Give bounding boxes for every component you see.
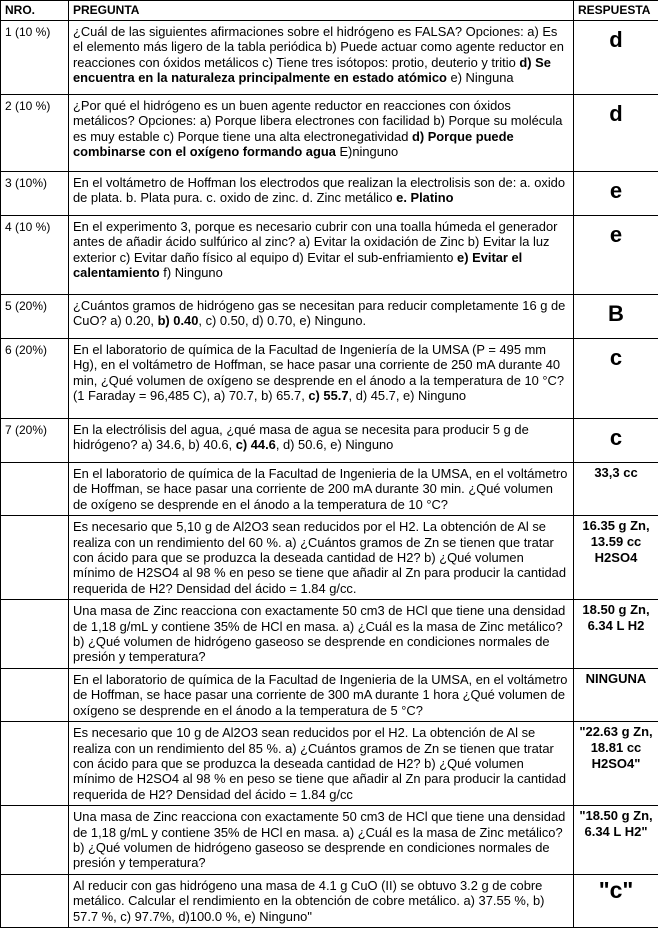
answer-cell	[574, 295, 658, 339]
table-row	[1, 339, 658, 419]
answer-cell	[574, 463, 658, 516]
question-text: ¿Cuántos gramos de hidrógeno gas se necesitan para reducir completamente 16 g de CuO? a) 0.20, b) 0.40, c) 0.50, d) 0.70, e) Ninguno.	[69, 295, 574, 339]
answer-cell	[574, 419, 658, 463]
question-number: 3 (10%)	[1, 172, 69, 216]
table-row	[1, 806, 658, 875]
header-row	[1, 1, 658, 21]
table-row	[1, 600, 658, 669]
question-text: Una masa de Zinc reacciona con exactamente 50 cm3 de HCl que tiene una densidad de 1,18 g/mL y contiene 35% de HCl en masa. a) ¿Cuál es la masa de Zinc metálico? b) ¿Qué volumen de hidrógeno gaseoso se desprende en condiciones normales de presión y temperatura?	[69, 806, 574, 875]
answer-cell	[574, 216, 658, 295]
question-text: Es necesario que 10 g de Al2O3 sean reducidos por el H2. La obtención de Al se realiza con un rendimiento del 85 %. a) ¿Cuántos gramos de Zn se tienen que tratar con ácido para que se produzca la deseada cantidad de H2? b) ¿Qué volumen mínimo de H2SO4 al 98 % en peso se tiene que añadir al Zn para producir la cantidad requerida de H2? Densidad del ácido = 1.84 g/cc	[69, 722, 574, 806]
table-row	[1, 295, 658, 339]
answer-cell	[574, 516, 658, 600]
question-number	[1, 463, 69, 516]
question-number: 4 (10 %)	[1, 216, 69, 295]
question-text: ¿Por qué el hidrógeno es un buen agente reductor en reacciones con óxidos metálicos? Opciones: a) Porque libera electrones con facilidad b) Porque su molécula es muy estable c) Porque tiene una alta electronegatividad d) Porque puede combinarse con el oxígeno formando agua E)ninguno	[69, 95, 574, 172]
table-row	[1, 95, 658, 172]
answer-value: c	[578, 421, 654, 451]
table-row	[1, 419, 658, 463]
answer-value: B	[578, 297, 654, 327]
question-number: 6 (20%)	[1, 339, 69, 419]
table-row	[1, 463, 658, 516]
answer-value: "18.50 g Zn, 6.34 L H2"	[578, 808, 654, 840]
table-row	[1, 216, 658, 295]
answer-value: d	[578, 23, 654, 53]
table-row	[1, 668, 658, 721]
answer-cell	[574, 806, 658, 875]
table-row	[1, 172, 658, 216]
answer-cell	[574, 95, 658, 172]
answer-value: "c"	[578, 877, 654, 903]
header-pregunta: PREGUNTA	[69, 1, 574, 21]
answer-value: "22.63 g Zn, 18.81 cc H2SO4"	[578, 724, 654, 772]
question-text: En el experimento 3, porque es necesario cubrir con una toalla húmeda el generador antes de añadir ácido sulfúrico al zinc? a) Evitar la oxidación de Zinc b) Evitar la luz exterior c) Evitar daño físico al equipo d) Evitar el sub-enfriamiento e) Evitar el calentamiento f) Ninguno	[69, 216, 574, 295]
answer-cell	[574, 21, 658, 95]
answer-value: NINGUNA	[578, 671, 654, 687]
question-text: En el laboratorio de química de la Facultad de Ingenieria de la UMSA, en el voltámetro de Hoffman, se hace pasar una corriente de 200 mA durante 30 min. ¿Qué volumen de oxígeno se desprende en el ánodo a la temperatura de 10 °C?	[69, 463, 574, 516]
question-number: 1 (10 %)	[1, 21, 69, 95]
question-text: Es necesario que 5,10 g de Al2O3 sean reducidos por el H2. La obtención de Al se realiza con un rendimiento del 60 %. a) ¿Cuántos gramos de Zn se tienen que tratar con ácido para que se produzca la deseada cantidad de H2? b) ¿Qué volumen mínimo de H2SO4 al 98 % en peso se tiene que añadir al Zn para producir la cantidad requerida de H2? Densidad del ácido = 1.84 g/cc.	[69, 516, 574, 600]
question-text: En el laboratorio de química de la Facultad de Ingenieria de la UMSA, en el voltámetro de Hoffman, se hace pasar una corriente de 300 mA durante 1 hora ¿Qué volumen de oxígeno se desprende en el ánodo a la temperatura de 5 °C?	[69, 668, 574, 721]
question-text: En la electrólisis del agua, ¿qué masa de agua se necesita para producir 5 g de hidrógeno? a) 34.6, b) 40.6, c) 44.6, d) 50.6, e) Ninguno	[69, 419, 574, 463]
answer-cell	[574, 668, 658, 721]
answer-cell	[574, 172, 658, 216]
header-respuesta: RESPUESTA	[574, 1, 658, 21]
answer-value: c	[578, 341, 654, 371]
question-number: 2 (10 %)	[1, 95, 69, 172]
answer-value: 18.50 g Zn, 6.34 L H2	[578, 602, 654, 634]
table-row	[1, 21, 658, 95]
answer-value: e	[578, 174, 654, 204]
question-number: 5 (20%)	[1, 295, 69, 339]
question-number	[1, 722, 69, 806]
question-text: En el laboratorio de química de la Facultad de Ingeniería de la UMSA (P = 495 mm Hg), en el voltámetro de Hoffman, se hace pasar una corriente de 250 mA durante 40 min, ¿Qué volumen de oxígeno se desprende en el ánodo a la temperatura de 10 °C? (1 Faraday = 96,485 C), a) 70.7, b) 65.7, c) 55.7, d) 45.7, e) Ninguno	[69, 339, 574, 419]
table-row	[1, 874, 658, 927]
answer-cell	[574, 874, 658, 927]
table-row	[1, 516, 658, 600]
question-number	[1, 806, 69, 875]
question-text: Al reducir con gas hidrógeno una masa de 4.1 g CuO (II) se obtuvo 3.2 g de cobre metálico. Calcular el rendimiento en la obtención de cobre metálico. a) 37.55 %, b) 57.7 %, c) 97.7%, d)100.0 %, e) Ninguno"	[69, 874, 574, 927]
table-row	[1, 722, 658, 806]
question-number	[1, 874, 69, 927]
answer-cell	[574, 600, 658, 669]
question-number	[1, 668, 69, 721]
question-text: En el voltámetro de Hoffman los electrodos que realizan la electrolisis son de: a. oxido de plata. b. Plata pura. c. oxido de zinc. d. Zinc metálico e. Platino	[69, 172, 574, 216]
answer-value: e	[578, 218, 654, 248]
answer-value: 16.35 g Zn, 13.59 cc H2SO4	[578, 518, 654, 566]
answer-value: 33,3 cc	[578, 465, 654, 481]
answer-value: d	[578, 97, 654, 127]
answer-cell	[574, 339, 658, 419]
answer-cell	[574, 722, 658, 806]
question-number	[1, 516, 69, 600]
question-number	[1, 600, 69, 669]
question-text: Una masa de Zinc reacciona con exactamente 50 cm3 de HCl que tiene una densidad de 1,18 g/mL y contiene 35% de HCl en masa. a) ¿Cuál es la masa de Zinc metálico? b) ¿Qué volumen de hidrógeno gaseoso se desprende en condiciones normales de presión y temperatura?	[69, 600, 574, 669]
question-text: ¿Cuál de las siguientes afirmaciones sobre el hidrógeno es FALSA? Opciones: a) Es el elemento más ligero de la tabla periódica b) Puede actuar como agente reductor en reacciones con óxidos metálicos c) Tiene tres isótopos: protio, deuterio y tritio d) Se encuentra en la naturaleza principalmente en estado atómico e) Ninguna	[69, 21, 574, 95]
header-nro: NRO.	[1, 1, 69, 21]
question-number: 7 (20%)	[1, 419, 69, 463]
